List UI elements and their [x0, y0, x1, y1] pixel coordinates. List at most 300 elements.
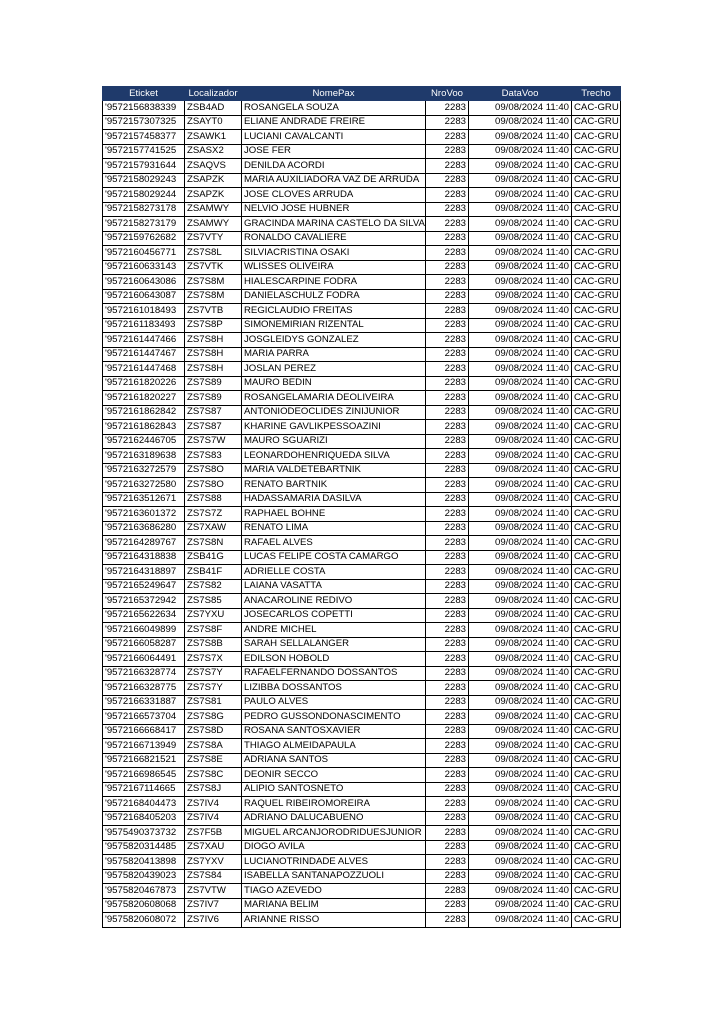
localizador-cell: ZS7S8F: [185, 623, 242, 638]
localizador-cell: ZS7S85: [185, 594, 242, 609]
eticket-cell: '9572165622634: [103, 608, 185, 623]
eticket-cell: '9575820608068: [103, 898, 185, 913]
eticket-cell: '9572160456771: [103, 246, 185, 261]
trecho-cell: CAC-GRU: [572, 347, 621, 362]
localizador-cell: ZSAPZK: [185, 188, 242, 203]
nomepax-cell: LIZIBBA DOSSANTOS: [242, 681, 426, 696]
datavoo-cell: 09/08/2024 11:40: [469, 724, 572, 739]
nrovoo-cell: 2283: [426, 579, 469, 594]
header-row: [103, 87, 621, 101]
trecho-cell: CAC-GRU: [572, 768, 621, 783]
localizador-cell: ZSAQVS: [185, 159, 242, 174]
table-row: [103, 855, 621, 870]
nrovoo-cell: 2283: [426, 391, 469, 406]
nrovoo-cell: 2283: [426, 797, 469, 812]
datavoo-cell: 09/08/2024 11:40: [469, 898, 572, 913]
localizador-cell: ZSASX2: [185, 144, 242, 159]
nrovoo-cell: 2283: [426, 434, 469, 449]
trecho-cell: CAC-GRU: [572, 565, 621, 580]
nrovoo-cell: 2283: [426, 811, 469, 826]
datavoo-cell: 09/08/2024 11:40: [469, 405, 572, 420]
trecho-cell: CAC-GRU: [572, 333, 621, 348]
trecho-cell: CAC-GRU: [572, 724, 621, 739]
trecho-cell: CAC-GRU: [572, 695, 621, 710]
table-row: [103, 434, 621, 449]
eticket-cell: '9572161820227: [103, 391, 185, 406]
trecho-cell: CAC-GRU: [572, 202, 621, 217]
datavoo-cell: 09/08/2024 11:40: [469, 710, 572, 725]
nomepax-cell: SARAH SELLALANGER: [242, 637, 426, 652]
nomepax-cell: ANTONIODEOCLIDES ZINIJUNIOR: [242, 405, 426, 420]
nomepax-cell: MARIA VALDETEBARTNIK: [242, 463, 426, 478]
nrovoo-cell: 2283: [426, 840, 469, 855]
nrovoo-cell: 2283: [426, 159, 469, 174]
nomepax-cell: GRACINDA MARINA CASTELO DA SILVA: [242, 217, 426, 232]
eticket-cell: '9572166331887: [103, 695, 185, 710]
table-row: [103, 246, 621, 261]
nrovoo-cell: 2283: [426, 202, 469, 217]
nomepax-cell: TIAGO AZEVEDO: [242, 884, 426, 899]
nrovoo-cell: 2283: [426, 144, 469, 159]
trecho-cell: CAC-GRU: [572, 144, 621, 159]
localizador-cell: ZS7S8M: [185, 275, 242, 290]
trecho-cell: CAC-GRU: [572, 463, 621, 478]
nrovoo-cell: 2283: [426, 260, 469, 275]
nrovoo-cell: 2283: [426, 507, 469, 522]
nomepax-cell: DENILDA ACORDI: [242, 159, 426, 174]
datavoo-cell: 09/08/2024 11:40: [469, 811, 572, 826]
nrovoo-cell: 2283: [426, 550, 469, 565]
nomepax-cell: WLISSES OLIVEIRA: [242, 260, 426, 275]
nomepax-cell: ANDRE MICHEL: [242, 623, 426, 638]
trecho-cell: CAC-GRU: [572, 478, 621, 493]
table-row: [103, 144, 621, 159]
nrovoo-cell: 2283: [426, 333, 469, 348]
table-row: [103, 797, 621, 812]
nrovoo-cell: 2283: [426, 855, 469, 870]
trecho-cell: CAC-GRU: [572, 130, 621, 145]
table-row: [103, 376, 621, 391]
trecho-cell: CAC-GRU: [572, 623, 621, 638]
nomepax-cell: LUCAS FELIPE COSTA CAMARGO: [242, 550, 426, 565]
localizador-cell: ZS7S88: [185, 492, 242, 507]
localizador-cell: ZS7S8B: [185, 637, 242, 652]
trecho-cell: CAC-GRU: [572, 681, 621, 696]
localizador-cell: ZS7S84: [185, 869, 242, 884]
datavoo-cell: 09/08/2024 11:40: [469, 840, 572, 855]
nomepax-cell: NELVIO JOSE HUBNER: [242, 202, 426, 217]
nomepax-cell: RENATO LIMA: [242, 521, 426, 536]
trecho-cell: CAC-GRU: [572, 666, 621, 681]
localizador-cell: ZS7YXV: [185, 855, 242, 870]
nomepax-cell: ROSANA SANTOSXAVIER: [242, 724, 426, 739]
table-row: [103, 217, 621, 232]
localizador-cell: ZS7S8D: [185, 724, 242, 739]
trecho-cell: CAC-GRU: [572, 608, 621, 623]
datavoo-cell: 09/08/2024 11:40: [469, 797, 572, 812]
localizador-cell: ZS7S8L: [185, 246, 242, 261]
eticket-cell: '9572166328775: [103, 681, 185, 696]
table-row: [103, 347, 621, 362]
localizador-cell: ZS7VTY: [185, 231, 242, 246]
nrovoo-cell: 2283: [426, 768, 469, 783]
trecho-cell: CAC-GRU: [572, 362, 621, 377]
nrovoo-cell: 2283: [426, 101, 469, 116]
eticket-cell: '9575820467873: [103, 884, 185, 899]
eticket-cell: '9572166713949: [103, 739, 185, 754]
nomepax-cell: MARIA AUXILIADORA VAZ DE ARRUDA: [242, 173, 426, 188]
localizador-cell: ZS7S7Z: [185, 507, 242, 522]
trecho-cell: CAC-GRU: [572, 159, 621, 174]
nrovoo-cell: 2283: [426, 652, 469, 667]
table-row: [103, 594, 621, 609]
localizador-cell: ZS7S8P: [185, 318, 242, 333]
header-localizador: Localizador: [185, 87, 242, 101]
nomepax-cell: ADRIANO DALUCABUENO: [242, 811, 426, 826]
nomepax-cell: RAFAEL ALVES: [242, 536, 426, 551]
localizador-cell: ZS7S8M: [185, 289, 242, 304]
eticket-cell: '9572157307325: [103, 115, 185, 130]
nrovoo-cell: 2283: [426, 173, 469, 188]
nrovoo-cell: 2283: [426, 695, 469, 710]
trecho-cell: CAC-GRU: [572, 797, 621, 812]
eticket-cell: '9572164318838: [103, 550, 185, 565]
trecho-cell: CAC-GRU: [572, 115, 621, 130]
nrovoo-cell: 2283: [426, 304, 469, 319]
datavoo-cell: 09/08/2024 11:40: [469, 521, 572, 536]
nrovoo-cell: 2283: [426, 913, 469, 928]
datavoo-cell: 09/08/2024 11:40: [469, 594, 572, 609]
nrovoo-cell: 2283: [426, 869, 469, 884]
nrovoo-cell: 2283: [426, 521, 469, 536]
nomepax-cell: DIOGO AVILA: [242, 840, 426, 855]
datavoo-cell: 09/08/2024 11:40: [469, 144, 572, 159]
nrovoo-cell: 2283: [426, 478, 469, 493]
table-row: [103, 362, 621, 377]
trecho-cell: CAC-GRU: [572, 869, 621, 884]
localizador-cell: ZS7S8G: [185, 710, 242, 725]
trecho-cell: CAC-GRU: [572, 231, 621, 246]
localizador-cell: ZS7S82: [185, 579, 242, 594]
nrovoo-cell: 2283: [426, 449, 469, 464]
nomepax-cell: JOSGLEIDYS GONZALEZ: [242, 333, 426, 348]
localizador-cell: ZSB4AD: [185, 101, 242, 116]
nomepax-cell: EDILSON HOBOLD: [242, 652, 426, 667]
eticket-cell: '9572159762682: [103, 231, 185, 246]
table-row: [103, 884, 621, 899]
table-row: [103, 130, 621, 145]
localizador-cell: ZS7S7W: [185, 434, 242, 449]
datavoo-cell: 09/08/2024 11:40: [469, 318, 572, 333]
trecho-cell: CAC-GRU: [572, 405, 621, 420]
trecho-cell: CAC-GRU: [572, 449, 621, 464]
datavoo-cell: 09/08/2024 11:40: [469, 449, 572, 464]
localizador-cell: ZS7IV4: [185, 797, 242, 812]
trecho-cell: CAC-GRU: [572, 507, 621, 522]
nomepax-cell: ROSANGELAMARIA DEOLIVEIRA: [242, 391, 426, 406]
nomepax-cell: MARIANA BELIM: [242, 898, 426, 913]
trecho-cell: CAC-GRU: [572, 855, 621, 870]
nomepax-cell: HIALESCARPINE FODRA: [242, 275, 426, 290]
nrovoo-cell: 2283: [426, 826, 469, 841]
nomepax-cell: JOSLAN PEREZ: [242, 362, 426, 377]
datavoo-cell: 09/08/2024 11:40: [469, 159, 572, 174]
nomepax-cell: DEONIR SECCO: [242, 768, 426, 783]
datavoo-cell: 09/08/2024 11:40: [469, 913, 572, 928]
localizador-cell: ZSAMWY: [185, 202, 242, 217]
eticket-cell: '9572166328774: [103, 666, 185, 681]
localizador-cell: ZSAPZK: [185, 173, 242, 188]
localizador-cell: ZS7VTK: [185, 260, 242, 275]
datavoo-cell: 09/08/2024 11:40: [469, 492, 572, 507]
localizador-cell: ZS7S7Y: [185, 681, 242, 696]
nrovoo-cell: 2283: [426, 376, 469, 391]
table-row: [103, 159, 621, 174]
table-row: [103, 652, 621, 667]
localizador-cell: ZSAYT0: [185, 115, 242, 130]
table-row: [103, 695, 621, 710]
datavoo-cell: 09/08/2024 11:40: [469, 652, 572, 667]
trecho-cell: CAC-GRU: [572, 811, 621, 826]
table-row: [103, 507, 621, 522]
nomepax-cell: KHARINE GAVLIKPESSOAZINI: [242, 420, 426, 435]
nrovoo-cell: 2283: [426, 753, 469, 768]
datavoo-cell: 09/08/2024 11:40: [469, 173, 572, 188]
nomepax-cell: PAULO ALVES: [242, 695, 426, 710]
trecho-cell: CAC-GRU: [572, 913, 621, 928]
trecho-cell: CAC-GRU: [572, 275, 621, 290]
table-row: [103, 898, 621, 913]
localizador-cell: ZS7S87: [185, 420, 242, 435]
localizador-cell: ZS7S8H: [185, 347, 242, 362]
localizador-cell: ZS7IV4: [185, 811, 242, 826]
localizador-cell: ZS7VTW: [185, 884, 242, 899]
trecho-cell: CAC-GRU: [572, 434, 621, 449]
datavoo-cell: 09/08/2024 11:40: [469, 768, 572, 783]
eticket-cell: '9572166821521: [103, 753, 185, 768]
table-row: [103, 173, 621, 188]
table-row: [103, 333, 621, 348]
datavoo-cell: 09/08/2024 11:40: [469, 869, 572, 884]
table-row: [103, 811, 621, 826]
table-row: [103, 101, 621, 116]
localizador-cell: ZS7F5B: [185, 826, 242, 841]
eticket-cell: '9572161018493: [103, 304, 185, 319]
table-row: [103, 623, 621, 638]
datavoo-cell: 09/08/2024 11:40: [469, 695, 572, 710]
nomepax-cell: HADASSAMARIA DASILVA: [242, 492, 426, 507]
eticket-cell: '9572163272580: [103, 478, 185, 493]
nrovoo-cell: 2283: [426, 898, 469, 913]
nomepax-cell: ADRIELLE COSTA: [242, 565, 426, 580]
eticket-cell: '9572163189638: [103, 449, 185, 464]
datavoo-cell: 09/08/2024 11:40: [469, 782, 572, 797]
datavoo-cell: 09/08/2024 11:40: [469, 855, 572, 870]
eticket-cell: '9572156838339: [103, 101, 185, 116]
datavoo-cell: 09/08/2024 11:40: [469, 681, 572, 696]
trecho-cell: CAC-GRU: [572, 536, 621, 551]
nrovoo-cell: 2283: [426, 608, 469, 623]
eticket-cell: '9572166049899: [103, 623, 185, 638]
localizador-cell: ZSAWK1: [185, 130, 242, 145]
localizador-cell: ZS7XAU: [185, 840, 242, 855]
nomepax-cell: SIMONEMIRIAN RIZENTAL: [242, 318, 426, 333]
datavoo-cell: 09/08/2024 11:40: [469, 739, 572, 754]
eticket-cell: '9572166668417: [103, 724, 185, 739]
nomepax-cell: JOSE FER: [242, 144, 426, 159]
localizador-cell: ZS7YXU: [185, 608, 242, 623]
nomepax-cell: MAURO BEDIN: [242, 376, 426, 391]
nomepax-cell: LEONARDOHENRIQUEDA SILVA: [242, 449, 426, 464]
table-row: [103, 550, 621, 565]
table-row: [103, 913, 621, 928]
nomepax-cell: ALIPIO SANTOSNETO: [242, 782, 426, 797]
table-row: [103, 840, 621, 855]
datavoo-cell: 09/08/2024 11:40: [469, 463, 572, 478]
datavoo-cell: 09/08/2024 11:40: [469, 753, 572, 768]
nomepax-cell: THIAGO ALMEIDAPAULA: [242, 739, 426, 754]
datavoo-cell: 09/08/2024 11:40: [469, 115, 572, 130]
trecho-cell: CAC-GRU: [572, 217, 621, 232]
nomepax-cell: LUCIANI CAVALCANTI: [242, 130, 426, 145]
localizador-cell: ZS7S8J: [185, 782, 242, 797]
localizador-cell: ZS7S8A: [185, 739, 242, 754]
datavoo-cell: 09/08/2024 11:40: [469, 246, 572, 261]
eticket-cell: '9572160633143: [103, 260, 185, 275]
eticket-cell: '9575820439023: [103, 869, 185, 884]
nrovoo-cell: 2283: [426, 739, 469, 754]
trecho-cell: CAC-GRU: [572, 246, 621, 261]
table-row: [103, 188, 621, 203]
table-row: [103, 710, 621, 725]
trecho-cell: CAC-GRU: [572, 637, 621, 652]
trecho-cell: CAC-GRU: [572, 898, 621, 913]
localizador-cell: ZS7S89: [185, 391, 242, 406]
nrovoo-cell: 2283: [426, 115, 469, 130]
localizador-cell: ZS7XAW: [185, 521, 242, 536]
localizador-cell: ZS7S7Y: [185, 666, 242, 681]
nrovoo-cell: 2283: [426, 782, 469, 797]
eticket-cell: '9572160643087: [103, 289, 185, 304]
nomepax-cell: RONALDO CAVALIERE: [242, 231, 426, 246]
nomepax-cell: MARIA PARRA: [242, 347, 426, 362]
nomepax-cell: RAQUEL RIBEIROMOREIRA: [242, 797, 426, 812]
nrovoo-cell: 2283: [426, 217, 469, 232]
datavoo-cell: 09/08/2024 11:40: [469, 608, 572, 623]
nomepax-cell: RENATO BARTNIK: [242, 478, 426, 493]
table-row: [103, 565, 621, 580]
eticket-cell: '9572163686280: [103, 521, 185, 536]
eticket-cell: '9572162446705: [103, 434, 185, 449]
trecho-cell: CAC-GRU: [572, 579, 621, 594]
table-row: [103, 768, 621, 783]
table-row: [103, 289, 621, 304]
nomepax-cell: DANIELASCHULZ FODRA: [242, 289, 426, 304]
localizador-cell: ZS7S81: [185, 695, 242, 710]
eticket-cell: '9572163601372: [103, 507, 185, 522]
nomepax-cell: LAIANA VASATTA: [242, 579, 426, 594]
datavoo-cell: 09/08/2024 11:40: [469, 376, 572, 391]
nomepax-cell: JOSE CLOVES ARRUDA: [242, 188, 426, 203]
nrovoo-cell: 2283: [426, 347, 469, 362]
nrovoo-cell: 2283: [426, 289, 469, 304]
datavoo-cell: 09/08/2024 11:40: [469, 289, 572, 304]
table-row: [103, 739, 621, 754]
trecho-cell: CAC-GRU: [572, 376, 621, 391]
trecho-cell: CAC-GRU: [572, 318, 621, 333]
nomepax-cell: LUCIANOTRINDADE ALVES: [242, 855, 426, 870]
localizador-cell: ZS7S89: [185, 376, 242, 391]
eticket-cell: '9572161183493: [103, 318, 185, 333]
trecho-cell: CAC-GRU: [572, 652, 621, 667]
eticket-cell: '9572165372942: [103, 594, 185, 609]
trecho-cell: CAC-GRU: [572, 826, 621, 841]
datavoo-cell: 09/08/2024 11:40: [469, 202, 572, 217]
nomepax-cell: MIGUEL ARCANJORODRIDUESJUNIOR: [242, 826, 426, 841]
eticket-cell: '9572158273179: [103, 217, 185, 232]
datavoo-cell: 09/08/2024 11:40: [469, 884, 572, 899]
nrovoo-cell: 2283: [426, 884, 469, 899]
datavoo-cell: 09/08/2024 11:40: [469, 507, 572, 522]
trecho-cell: CAC-GRU: [572, 188, 621, 203]
nomepax-cell: ARIANNE RISSO: [242, 913, 426, 928]
table-row: [103, 608, 621, 623]
eticket-cell: '9572157931644: [103, 159, 185, 174]
datavoo-cell: 09/08/2024 11:40: [469, 826, 572, 841]
table-row: [103, 637, 621, 652]
header-datavoo: DataVoo: [469, 87, 572, 101]
eticket-cell: '9572158273178: [103, 202, 185, 217]
eticket-cell: '9572161820226: [103, 376, 185, 391]
eticket-cell: '9572161447467: [103, 347, 185, 362]
table-row: [103, 405, 621, 420]
table-row: [103, 304, 621, 319]
nomepax-cell: RAPHAEL BOHNE: [242, 507, 426, 522]
table-row: [103, 579, 621, 594]
datavoo-cell: 09/08/2024 11:40: [469, 333, 572, 348]
localizador-cell: ZS7IV6: [185, 913, 242, 928]
eticket-cell: '9575820413898: [103, 855, 185, 870]
table-row: [103, 681, 621, 696]
nrovoo-cell: 2283: [426, 246, 469, 261]
datavoo-cell: 09/08/2024 11:40: [469, 579, 572, 594]
trecho-cell: CAC-GRU: [572, 304, 621, 319]
table-row: [103, 449, 621, 464]
localizador-cell: ZS7S8N: [185, 536, 242, 551]
nrovoo-cell: 2283: [426, 681, 469, 696]
eticket-cell: '9572166064491: [103, 652, 185, 667]
localizador-cell: ZS7S8O: [185, 478, 242, 493]
localizador-cell: ZS7S7X: [185, 652, 242, 667]
nrovoo-cell: 2283: [426, 637, 469, 652]
table-row: [103, 536, 621, 551]
nomepax-cell: ISABELLA SANTANAPOZZUOLI: [242, 869, 426, 884]
eticket-cell: '9572166058287: [103, 637, 185, 652]
table-row: [103, 478, 621, 493]
datavoo-cell: 09/08/2024 11:40: [469, 536, 572, 551]
eticket-cell: '9572163512671: [103, 492, 185, 507]
nrovoo-cell: 2283: [426, 623, 469, 638]
nrovoo-cell: 2283: [426, 666, 469, 681]
nrovoo-cell: 2283: [426, 362, 469, 377]
datavoo-cell: 09/08/2024 11:40: [469, 637, 572, 652]
header-trecho: Trecho: [572, 87, 621, 101]
nrovoo-cell: 2283: [426, 188, 469, 203]
table-row: [103, 521, 621, 536]
table-row: [103, 463, 621, 478]
nomepax-cell: REGICLAUDIO FREITAS: [242, 304, 426, 319]
eticket-cell: '9572163272579: [103, 463, 185, 478]
